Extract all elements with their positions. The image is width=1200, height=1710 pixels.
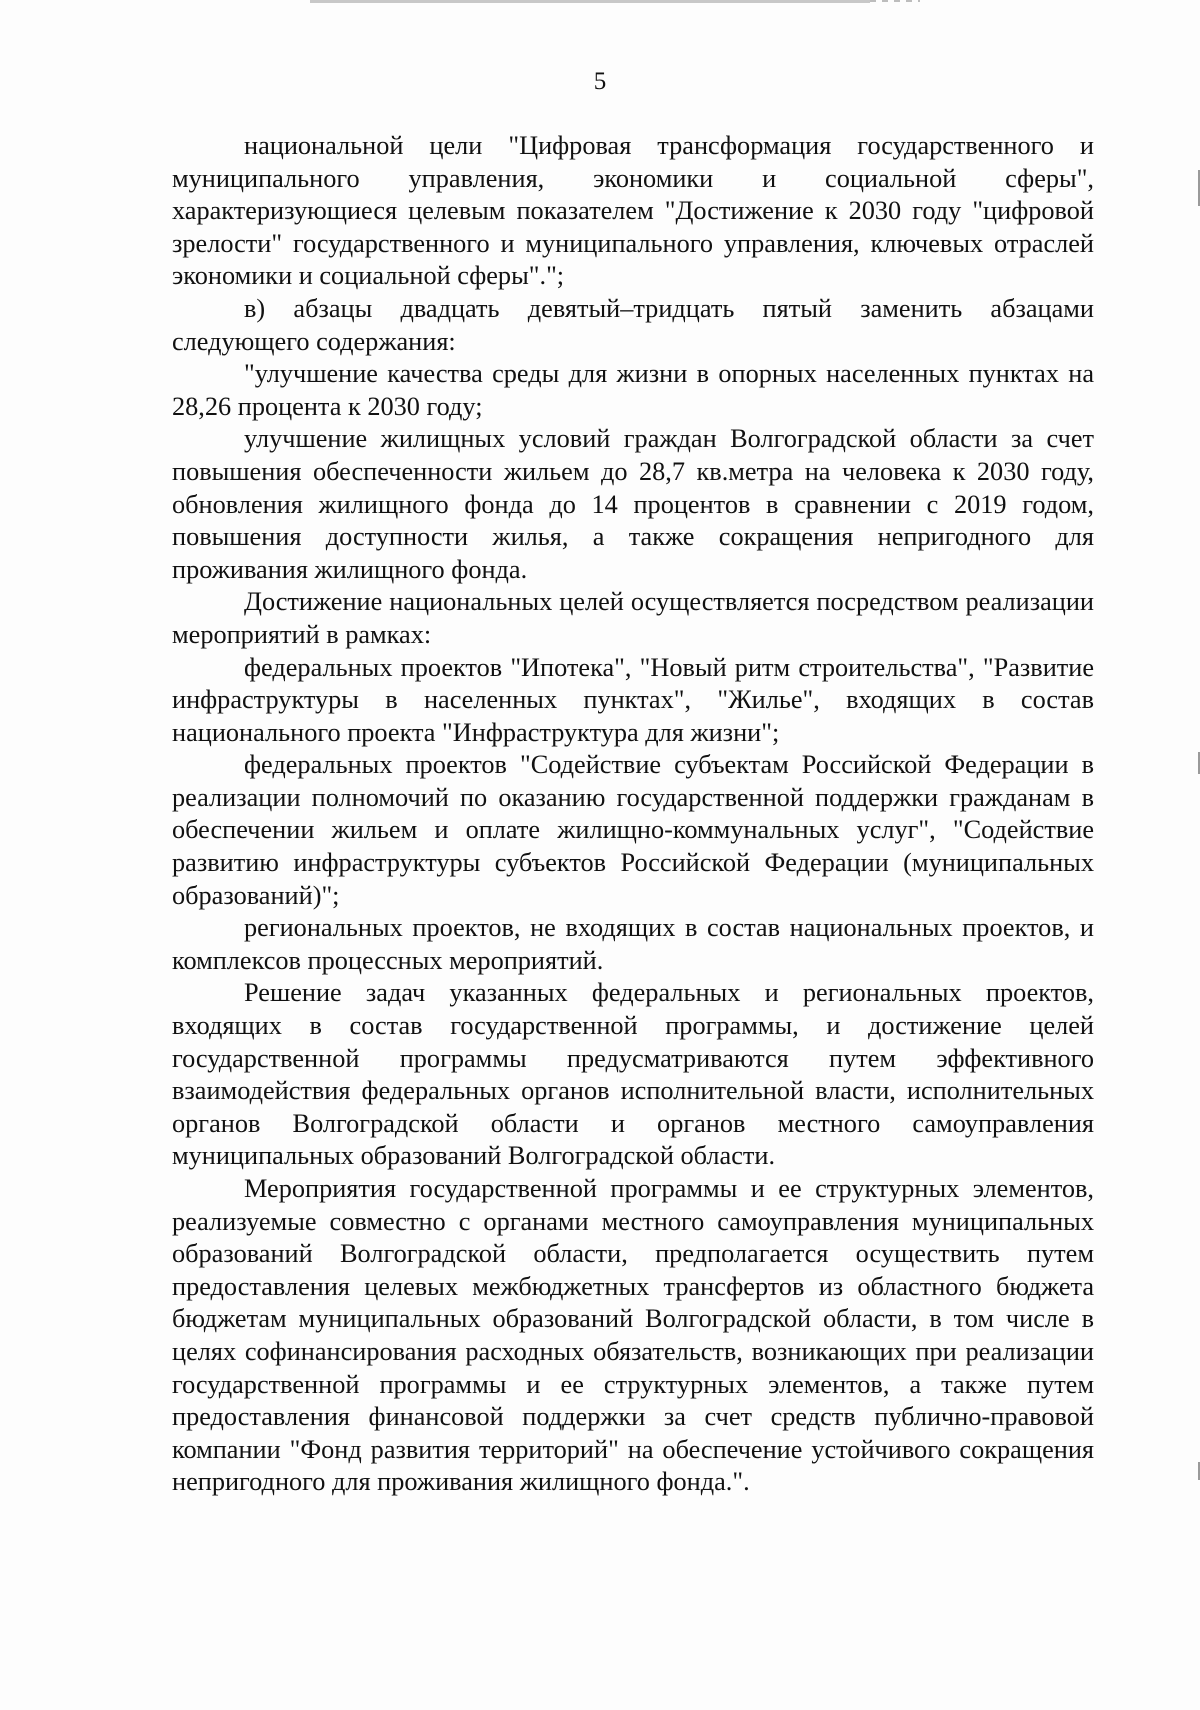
paragraph-goals-achievement: Достижение национальных целей осуществляется посредством реализации мероприятий в рамках: <box>172 587 1094 649</box>
page-number: 5 <box>593 68 607 95</box>
paragraph-national-goal-continuation: национальной цели "Цифровая трансформация государственного и муниципального управления, экономики и социальной сферы", характеризующиеся целевым показателем "Достижение к 2030 году "цифровой зрелости" государственного и муниципального управления, ключевых отраслей экономики и социальной сферы"."; <box>172 131 1094 291</box>
paragraph-tasks-solution: Решение задач указанных федеральных и региональных проектов, входящих в состав государственной программы, и достижение целей государственной программы предусматриваются путем эффективного взаимодействия федеральных органов исполнительной власти, исполнительных органов Волгоградской области и органов местного самоуправления муниципальных образований Волгоградской области. <box>172 978 1094 1171</box>
paragraph-amendment-v: в) абзацы двадцать девятый–тридцать пятый заменить абзацами следующего содержания: <box>172 293 1094 356</box>
paragraph-federal-projects-support: федеральных проектов "Содействие субъектам Российской Федерации в реализации полномочий по оказанию государственной поддержки гражданам в обеспечении жильем и оплате жилищно-коммунальных услуг", "Содействие развитию инфраструктуры субъектов Российской Федерации (муниципальных образований)"; <box>172 750 1094 910</box>
paragraph-federal-projects-infrastructure: федеральных проектов "Ипотека", "Новый ритм строительства", "Развитие инфраструктуры в населенных пунктах", "Жилье", входящих в состав национального проекта "Инфраструктура для жизни"; <box>172 652 1094 747</box>
paragraph-housing-conditions: улучшение жилищных условий граждан Волгоградской области за счет повышения обеспеченности жильем до 28,7 кв.метра на человека к 2030 году, обновления жилищного фонда до 14 процентов в сравнении с 2019 годом, повышения доступности жилья, а также сокращения непригодного для проживания жилищного фонда. <box>172 424 1094 584</box>
scan-edge-dashes <box>870 0 920 2</box>
paragraph-regional-projects: региональных проектов, не входящих в состав национальных проектов, и комплексов процессных мероприятий. <box>172 913 1094 975</box>
scan-edge-artifact <box>310 0 870 3</box>
paragraph-environment-quality: "улучшение качества среды для жизни в опорных населенных пунктах на 28,26 процента к 2030 году; <box>172 359 1094 421</box>
document-body <box>172 130 1094 1499</box>
paragraph-program-activities: Мероприятия государственной программы и ее структурных элементов, реализуемые совместно с органами местного самоуправления муниципальных образований Волгоградской области, предполагается осуществить путем предоставления целевых межбюджетных трансфертов из областного бюджета бюджетам муниципальных образований Волгоградской области, в том числе в целях софинансирования расходных обязательств, возникающих при реализации государственной программы и ее структурных элементов, а также путем предоставления финансовой поддержки за счет средств публично-правовой компании "Фонд развития территорий" на обеспечение устойчивого сокращения непригодного для проживания жилищного фонда.". <box>172 1174 1094 1497</box>
